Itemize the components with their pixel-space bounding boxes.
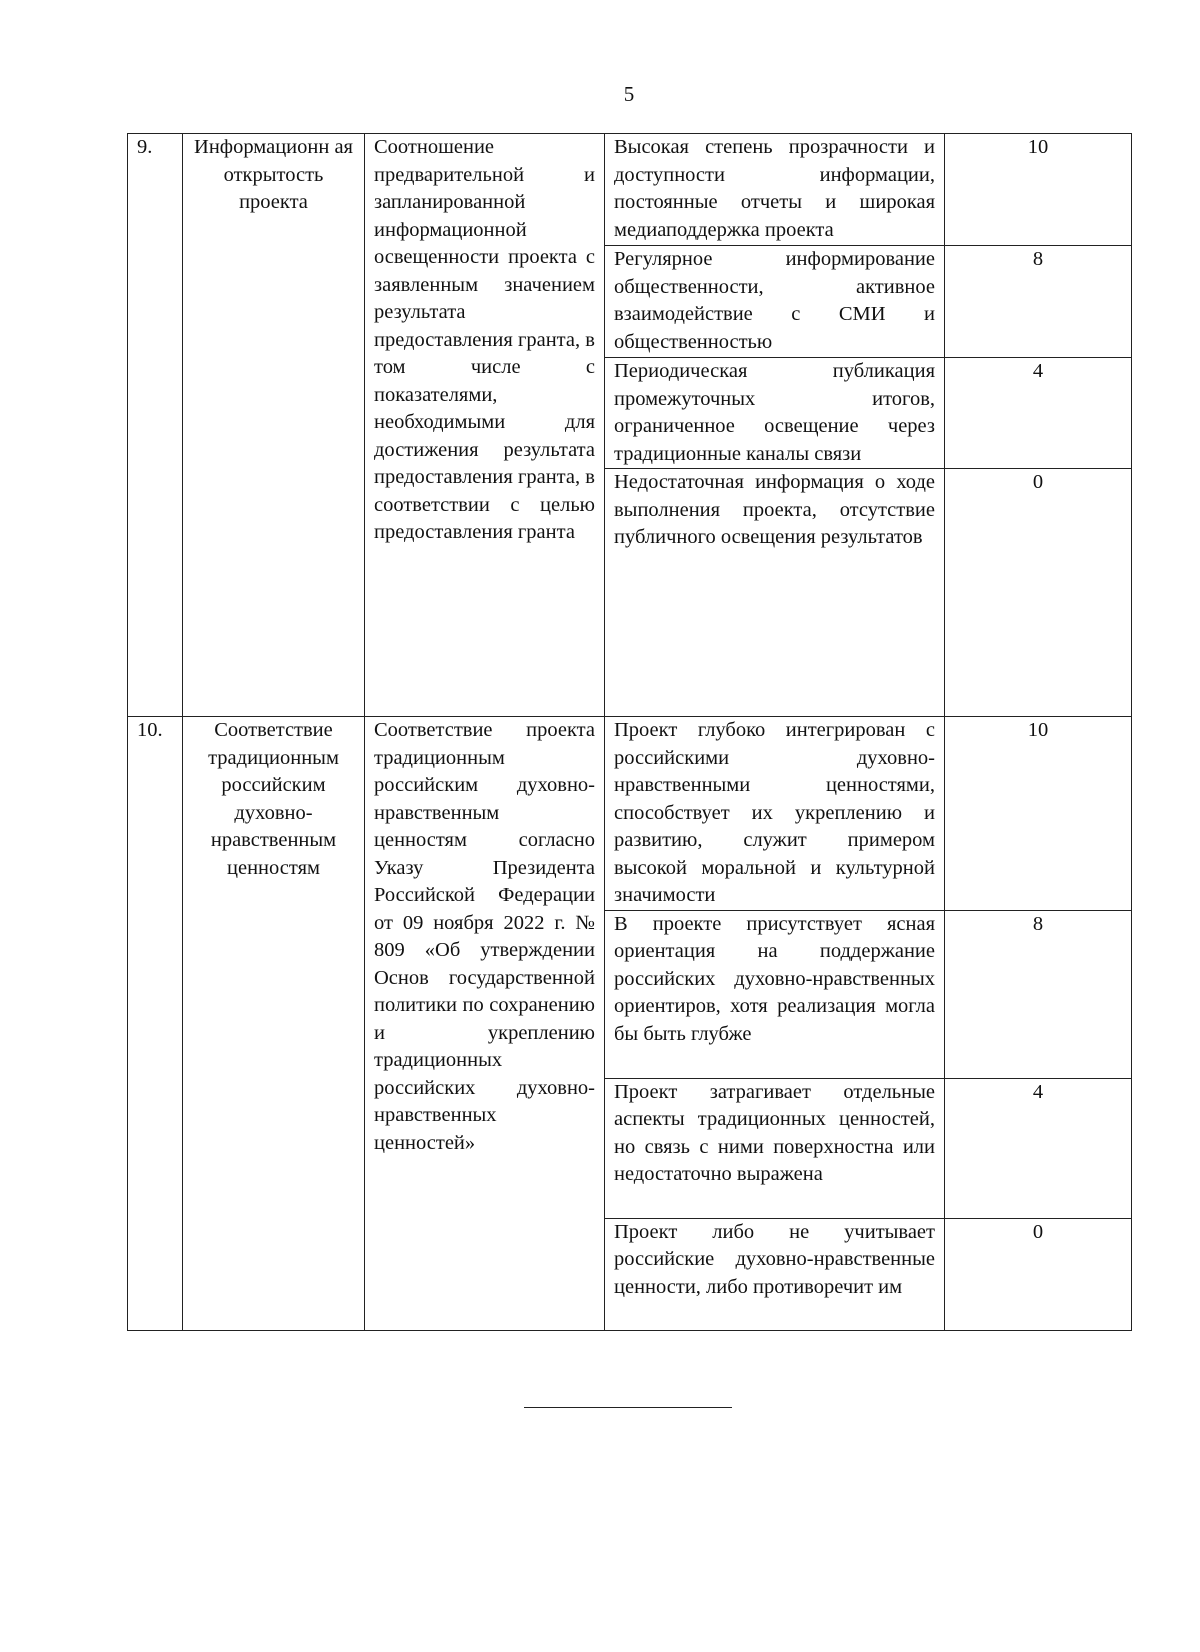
table-row [128, 134, 1132, 246]
row-number: 10. [128, 717, 183, 1331]
criterion-level-text: Проект глубоко интегрирован с российскими духовно-нравственными ценностями, способствует их укреплению и развитию, служит примером высокой моральной и культурной значимости [605, 717, 945, 911]
criterion-level-text: Недостаточная информация о ходе выполнения проекта, отсутствие публичного освещения результатов [605, 469, 945, 717]
criterion-level-text: Высокая степень прозрачности и доступности информации, постоянные отчеты и широкая медиаподдержка проекта [605, 134, 945, 246]
criterion-score: 8 [945, 246, 1132, 358]
criterion-score: 4 [945, 1078, 1132, 1218]
criterion-level-text: В проекте присутствует ясная ориентация на поддержание российских духовно-нравственных ориентиров, хотя реализация могла бы быть глубже [605, 910, 945, 1078]
criterion-score: 4 [945, 358, 1132, 469]
criteria-table [127, 133, 1132, 1331]
page-number: 5 [623, 82, 635, 106]
table-row [128, 717, 1132, 911]
criterion-score: 0 [945, 1218, 1132, 1330]
criterion-level-text: Проект затрагивает отдельные аспекты традиционных ценностей, но связь с ними поверхностна или недостаточно выражена [605, 1078, 945, 1218]
closing-rule [524, 1407, 732, 1408]
criterion-score: 10 [945, 134, 1132, 246]
criterion-level-text: Периодическая публикация промежуточных итогов, ограниченное освещение через традиционные каналы связи [605, 358, 945, 469]
criterion-level-text: Регулярное информирование общественности, активное взаимодействие с СМИ и общественностью [605, 246, 945, 358]
criterion-score: 8 [945, 910, 1132, 1078]
criterion-description: Соотношение предварительной и запланированной информационной освещенности проекта с заявленным значением результата предоставления гранта, в том числе с показателями, необходимыми для достижения результата предоставления гранта, в соответствии с целью предоставления гранта [365, 134, 605, 717]
criterion-description: Соответствие проекта традиционным российским духовно-нравственным ценностям согласно Указу Президента Российской Федерации от 09 ноября 2022 г. № 809 «Об утверждении Основ государственной политики по сохранению и укреплению традиционных российских духовно-нравственных ценностей» [365, 717, 605, 1331]
criterion-name: Соответствие традиционным российским духовно-нравственным ценностям [183, 717, 365, 1331]
criterion-score: 0 [945, 469, 1132, 717]
criterion-level-text: Проект либо не учитывает российские духовно-нравственные ценности, либо противоречит им [605, 1218, 945, 1330]
criterion-name: Информационн ая открытость проекта [183, 134, 365, 717]
row-number: 9. [128, 134, 183, 717]
criterion-score: 10 [945, 717, 1132, 911]
